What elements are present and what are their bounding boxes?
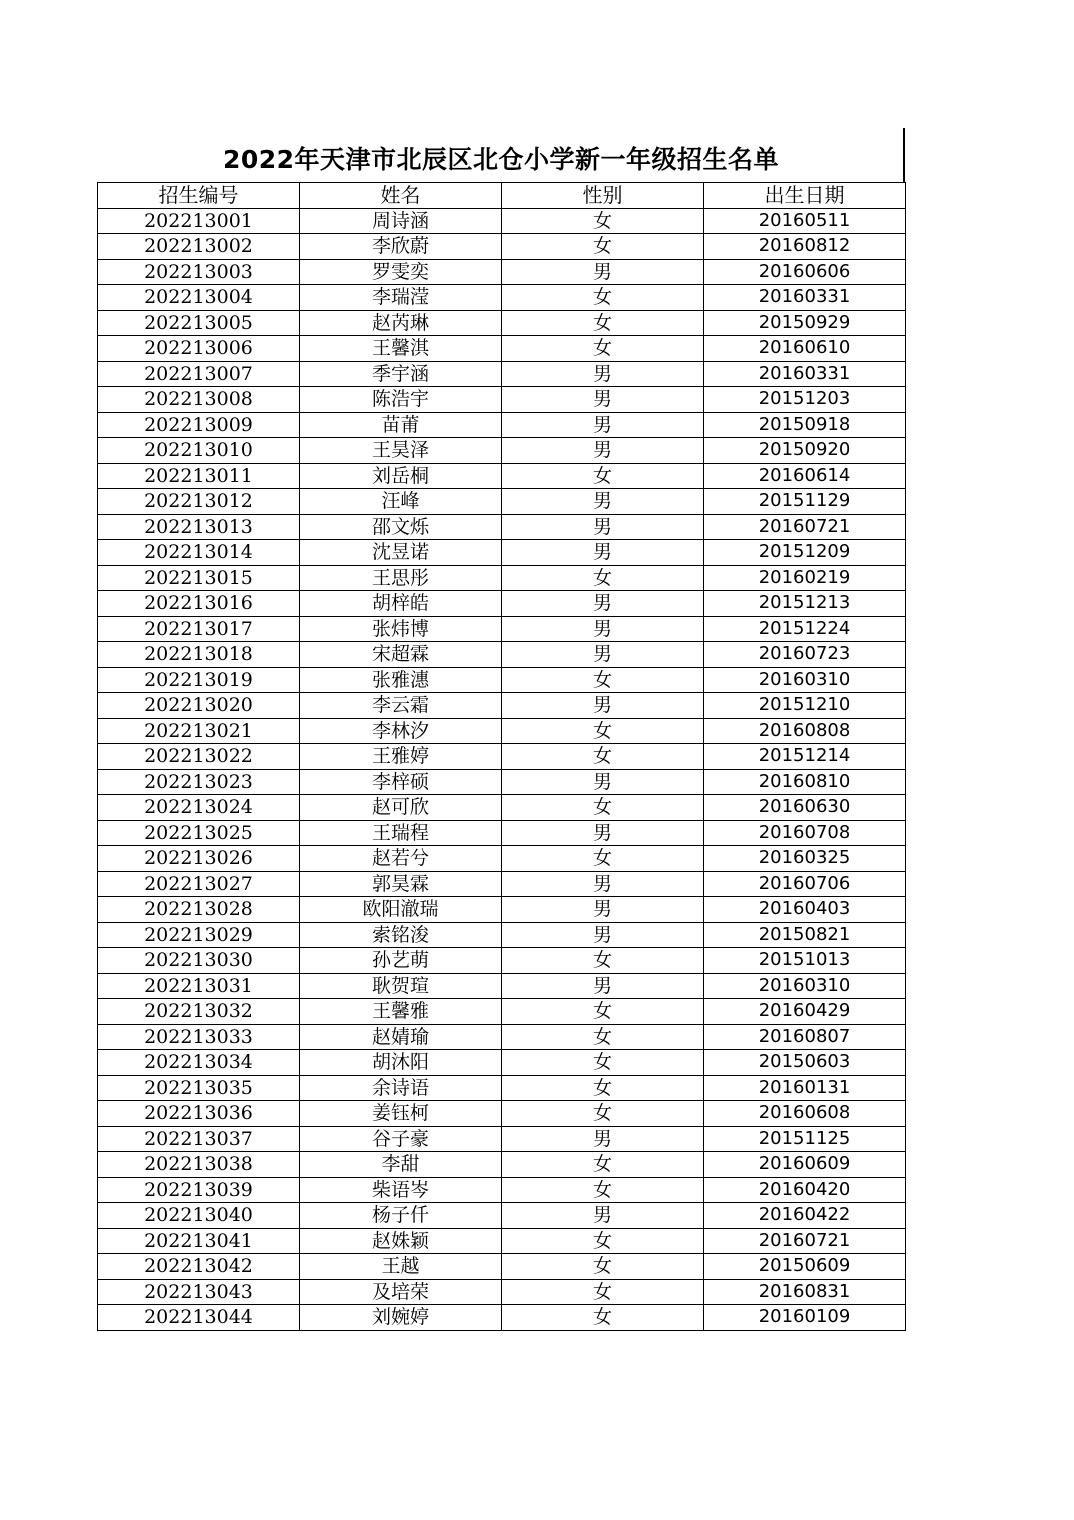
cell-birth-date: 20150920 xyxy=(704,438,906,464)
cell-gender: 男 xyxy=(502,1203,704,1229)
cell-name: 赵姝颖 xyxy=(300,1228,502,1254)
cell-name: 王瑞程 xyxy=(300,820,502,846)
cell-enrollment-number: 202213042 xyxy=(98,1254,300,1280)
cell-birth-date: 20160422 xyxy=(704,1203,906,1229)
table-row xyxy=(98,1075,906,1101)
cell-gender: 男 xyxy=(502,438,704,464)
cell-enrollment-number: 202213015 xyxy=(98,565,300,591)
cell-gender: 男 xyxy=(502,1126,704,1152)
table-row xyxy=(98,871,906,897)
cell-gender: 男 xyxy=(502,591,704,617)
cell-gender: 女 xyxy=(502,234,704,260)
cell-gender: 男 xyxy=(502,693,704,719)
cell-enrollment-number: 202213028 xyxy=(98,897,300,923)
cell-name: 王思彤 xyxy=(300,565,502,591)
header-name: 姓名 xyxy=(300,183,502,209)
cell-enrollment-number: 202213041 xyxy=(98,1228,300,1254)
page-title: 2022年天津市北辰区北仓小学新一年级招生名单 xyxy=(222,145,780,174)
cell-enrollment-number: 202213001 xyxy=(98,208,300,234)
cell-name: 陈浩宇 xyxy=(300,387,502,413)
cell-name: 欧阳澈瑞 xyxy=(300,897,502,923)
cell-enrollment-number: 202213026 xyxy=(98,846,300,872)
table-row xyxy=(98,795,906,821)
cell-gender: 女 xyxy=(502,1279,704,1305)
cell-name: 王馨雅 xyxy=(300,999,502,1025)
cell-name: 李甜 xyxy=(300,1152,502,1178)
table-row xyxy=(98,769,906,795)
enrollment-table xyxy=(97,182,906,1331)
cell-birth-date: 20160807 xyxy=(704,1024,906,1050)
cell-gender: 男 xyxy=(502,387,704,413)
table-row xyxy=(98,1101,906,1127)
cell-enrollment-number: 202213008 xyxy=(98,387,300,413)
cell-gender: 男 xyxy=(502,871,704,897)
cell-enrollment-number: 202213019 xyxy=(98,667,300,693)
cell-birth-date: 20151209 xyxy=(704,540,906,566)
cell-enrollment-number: 202213037 xyxy=(98,1126,300,1152)
table-row xyxy=(98,667,906,693)
cell-birth-date: 20160429 xyxy=(704,999,906,1025)
cell-gender: 女 xyxy=(502,208,704,234)
cell-birth-date: 20151129 xyxy=(704,489,906,515)
cell-gender: 女 xyxy=(502,1177,704,1203)
cell-enrollment-number: 202213007 xyxy=(98,361,300,387)
enrollment-sheet xyxy=(97,128,905,1331)
cell-birth-date: 20160325 xyxy=(704,846,906,872)
cell-gender: 女 xyxy=(502,744,704,770)
table-row xyxy=(98,1050,906,1076)
cell-birth-date: 20160721 xyxy=(704,1228,906,1254)
table-row xyxy=(98,897,906,923)
table-row xyxy=(98,1305,906,1331)
cell-gender: 女 xyxy=(502,1254,704,1280)
cell-gender: 女 xyxy=(502,1152,704,1178)
cell-birth-date: 20151125 xyxy=(704,1126,906,1152)
header-gender: 性别 xyxy=(502,183,704,209)
cell-enrollment-number: 202213039 xyxy=(98,1177,300,1203)
cell-name: 李瑞滢 xyxy=(300,285,502,311)
table-row xyxy=(98,285,906,311)
table-row xyxy=(98,718,906,744)
cell-birth-date: 20160219 xyxy=(704,565,906,591)
cell-name: 宋超霖 xyxy=(300,642,502,668)
cell-gender: 男 xyxy=(502,412,704,438)
table-row xyxy=(98,922,906,948)
cell-name: 苗莆 xyxy=(300,412,502,438)
cell-gender: 女 xyxy=(502,846,704,872)
cell-name: 沈昱诺 xyxy=(300,540,502,566)
table-row xyxy=(98,310,906,336)
cell-gender: 女 xyxy=(502,565,704,591)
cell-birth-date: 20160810 xyxy=(704,769,906,795)
cell-birth-date: 20151203 xyxy=(704,387,906,413)
cell-birth-date: 20160109 xyxy=(704,1305,906,1331)
table-row xyxy=(98,387,906,413)
cell-gender: 女 xyxy=(502,285,704,311)
cell-birth-date: 20160420 xyxy=(704,1177,906,1203)
cell-enrollment-number: 202213043 xyxy=(98,1279,300,1305)
cell-birth-date: 20160708 xyxy=(704,820,906,846)
cell-enrollment-number: 202213018 xyxy=(98,642,300,668)
cell-birth-date: 20160310 xyxy=(704,973,906,999)
cell-enrollment-number: 202213013 xyxy=(98,514,300,540)
cell-enrollment-number: 202213003 xyxy=(98,259,300,285)
cell-name: 胡梓皓 xyxy=(300,591,502,617)
table-row xyxy=(98,948,906,974)
cell-name: 赵若兮 xyxy=(300,846,502,872)
cell-enrollment-number: 202213038 xyxy=(98,1152,300,1178)
cell-gender: 女 xyxy=(502,310,704,336)
cell-gender: 男 xyxy=(502,489,704,515)
cell-gender: 男 xyxy=(502,642,704,668)
cell-enrollment-number: 202213031 xyxy=(98,973,300,999)
cell-gender: 女 xyxy=(502,463,704,489)
cell-birth-date: 20160610 xyxy=(704,336,906,362)
table-row xyxy=(98,1152,906,1178)
cell-birth-date: 20160310 xyxy=(704,667,906,693)
cell-enrollment-number: 202213030 xyxy=(98,948,300,974)
cell-name: 姜钰柯 xyxy=(300,1101,502,1127)
cell-gender: 男 xyxy=(502,820,704,846)
cell-birth-date: 20151224 xyxy=(704,616,906,642)
cell-name: 孙艺萌 xyxy=(300,948,502,974)
table-row xyxy=(98,591,906,617)
cell-name: 赵婧瑜 xyxy=(300,1024,502,1050)
cell-birth-date: 20160403 xyxy=(704,897,906,923)
header-birth-date: 出生日期 xyxy=(704,183,906,209)
cell-name: 柴语岑 xyxy=(300,1177,502,1203)
cell-gender: 女 xyxy=(502,1050,704,1076)
cell-enrollment-number: 202213021 xyxy=(98,718,300,744)
table-body xyxy=(98,208,906,1330)
table-row xyxy=(98,1177,906,1203)
cell-birth-date: 20150918 xyxy=(704,412,906,438)
cell-gender: 男 xyxy=(502,922,704,948)
cell-birth-date: 20150929 xyxy=(704,310,906,336)
cell-birth-date: 20160630 xyxy=(704,795,906,821)
cell-enrollment-number: 202213002 xyxy=(98,234,300,260)
cell-gender: 女 xyxy=(502,1075,704,1101)
cell-enrollment-number: 202213017 xyxy=(98,616,300,642)
cell-gender: 女 xyxy=(502,336,704,362)
table-row xyxy=(98,846,906,872)
cell-enrollment-number: 202213033 xyxy=(98,1024,300,1050)
cell-gender: 女 xyxy=(502,1305,704,1331)
table-row xyxy=(98,616,906,642)
cell-enrollment-number: 202213024 xyxy=(98,795,300,821)
table-row xyxy=(98,693,906,719)
cell-name: 李林汐 xyxy=(300,718,502,744)
cell-name: 周诗涵 xyxy=(300,208,502,234)
cell-birth-date: 20150821 xyxy=(704,922,906,948)
cell-name: 胡沐阳 xyxy=(300,1050,502,1076)
cell-gender: 男 xyxy=(502,897,704,923)
table-row xyxy=(98,463,906,489)
cell-name: 李欣蔚 xyxy=(300,234,502,260)
cell-enrollment-number: 202213011 xyxy=(98,463,300,489)
cell-gender: 女 xyxy=(502,795,704,821)
cell-birth-date: 20160608 xyxy=(704,1101,906,1127)
cell-gender: 男 xyxy=(502,514,704,540)
cell-birth-date: 20150603 xyxy=(704,1050,906,1076)
cell-birth-date: 20160831 xyxy=(704,1279,906,1305)
table-row xyxy=(98,361,906,387)
cell-name: 及培荣 xyxy=(300,1279,502,1305)
cell-enrollment-number: 202213014 xyxy=(98,540,300,566)
cell-name: 邵文烁 xyxy=(300,514,502,540)
header-enrollment-number: 招生编号 xyxy=(98,183,300,209)
cell-enrollment-number: 202213034 xyxy=(98,1050,300,1076)
header-row xyxy=(98,183,906,209)
cell-birth-date: 20160614 xyxy=(704,463,906,489)
table-row xyxy=(98,259,906,285)
cell-enrollment-number: 202213036 xyxy=(98,1101,300,1127)
cell-gender: 女 xyxy=(502,1024,704,1050)
title-row xyxy=(97,128,905,182)
table-row xyxy=(98,1024,906,1050)
table-row xyxy=(98,999,906,1025)
cell-name: 李云霜 xyxy=(300,693,502,719)
cell-gender: 男 xyxy=(502,616,704,642)
cell-name: 王昊泽 xyxy=(300,438,502,464)
cell-enrollment-number: 202213005 xyxy=(98,310,300,336)
cell-enrollment-number: 202213044 xyxy=(98,1305,300,1331)
cell-gender: 女 xyxy=(502,718,704,744)
cell-birth-date: 20160606 xyxy=(704,259,906,285)
table-row xyxy=(98,1203,906,1229)
cell-birth-date: 20160812 xyxy=(704,234,906,260)
table-row xyxy=(98,514,906,540)
cell-name: 李梓硕 xyxy=(300,769,502,795)
cell-enrollment-number: 202213020 xyxy=(98,693,300,719)
cell-gender: 女 xyxy=(502,1228,704,1254)
cell-name: 季宇涵 xyxy=(300,361,502,387)
table-row xyxy=(98,234,906,260)
cell-enrollment-number: 202213035 xyxy=(98,1075,300,1101)
cell-enrollment-number: 202213009 xyxy=(98,412,300,438)
cell-enrollment-number: 202213040 xyxy=(98,1203,300,1229)
table-row xyxy=(98,1126,906,1152)
cell-birth-date: 20160131 xyxy=(704,1075,906,1101)
cell-name: 王馨淇 xyxy=(300,336,502,362)
cell-name: 王越 xyxy=(300,1254,502,1280)
cell-name: 赵可欣 xyxy=(300,795,502,821)
cell-name: 索铭浚 xyxy=(300,922,502,948)
table-row xyxy=(98,973,906,999)
cell-birth-date: 20151013 xyxy=(704,948,906,974)
cell-gender: 男 xyxy=(502,259,704,285)
cell-enrollment-number: 202213004 xyxy=(98,285,300,311)
cell-gender: 男 xyxy=(502,540,704,566)
cell-name: 郭昊霖 xyxy=(300,871,502,897)
cell-name: 耿贺瑄 xyxy=(300,973,502,999)
cell-name: 赵芮琳 xyxy=(300,310,502,336)
cell-gender: 女 xyxy=(502,948,704,974)
cell-enrollment-number: 202213016 xyxy=(98,591,300,617)
table-row xyxy=(98,540,906,566)
cell-enrollment-number: 202213029 xyxy=(98,922,300,948)
table-row xyxy=(98,744,906,770)
table-row xyxy=(98,1279,906,1305)
cell-birth-date: 20160808 xyxy=(704,718,906,744)
table-row xyxy=(98,208,906,234)
cell-enrollment-number: 202213025 xyxy=(98,820,300,846)
table-row xyxy=(98,1228,906,1254)
cell-name: 谷子豪 xyxy=(300,1126,502,1152)
cell-birth-date: 20160723 xyxy=(704,642,906,668)
cell-name: 张雅潓 xyxy=(300,667,502,693)
cell-gender: 男 xyxy=(502,973,704,999)
cell-birth-date: 20160721 xyxy=(704,514,906,540)
cell-name: 张炜博 xyxy=(300,616,502,642)
cell-name: 余诗语 xyxy=(300,1075,502,1101)
title-border xyxy=(903,128,905,182)
cell-birth-date: 20160706 xyxy=(704,871,906,897)
cell-gender: 女 xyxy=(502,1101,704,1127)
cell-enrollment-number: 202213022 xyxy=(98,744,300,770)
cell-enrollment-number: 202213010 xyxy=(98,438,300,464)
cell-gender: 女 xyxy=(502,667,704,693)
cell-birth-date: 20151213 xyxy=(704,591,906,617)
cell-birth-date: 20160511 xyxy=(704,208,906,234)
cell-enrollment-number: 202213027 xyxy=(98,871,300,897)
cell-name: 刘婉婷 xyxy=(300,1305,502,1331)
cell-birth-date: 20151210 xyxy=(704,693,906,719)
table-row xyxy=(98,489,906,515)
cell-name: 杨子仟 xyxy=(300,1203,502,1229)
cell-birth-date: 20160609 xyxy=(704,1152,906,1178)
cell-name: 刘岳桐 xyxy=(300,463,502,489)
cell-name: 王雅婷 xyxy=(300,744,502,770)
table-row xyxy=(98,336,906,362)
cell-enrollment-number: 202213006 xyxy=(98,336,300,362)
cell-name: 汪峰 xyxy=(300,489,502,515)
table-row xyxy=(98,1254,906,1280)
cell-name: 罗雯奕 xyxy=(300,259,502,285)
table-row xyxy=(98,820,906,846)
table-row xyxy=(98,565,906,591)
cell-birth-date: 20150609 xyxy=(704,1254,906,1280)
cell-gender: 男 xyxy=(502,769,704,795)
cell-gender: 女 xyxy=(502,999,704,1025)
cell-enrollment-number: 202213023 xyxy=(98,769,300,795)
cell-enrollment-number: 202213032 xyxy=(98,999,300,1025)
cell-birth-date: 20160331 xyxy=(704,361,906,387)
cell-birth-date: 20160331 xyxy=(704,285,906,311)
table-row xyxy=(98,642,906,668)
cell-birth-date: 20151214 xyxy=(704,744,906,770)
table-row xyxy=(98,438,906,464)
cell-gender: 男 xyxy=(502,361,704,387)
table-row xyxy=(98,412,906,438)
cell-enrollment-number: 202213012 xyxy=(98,489,300,515)
